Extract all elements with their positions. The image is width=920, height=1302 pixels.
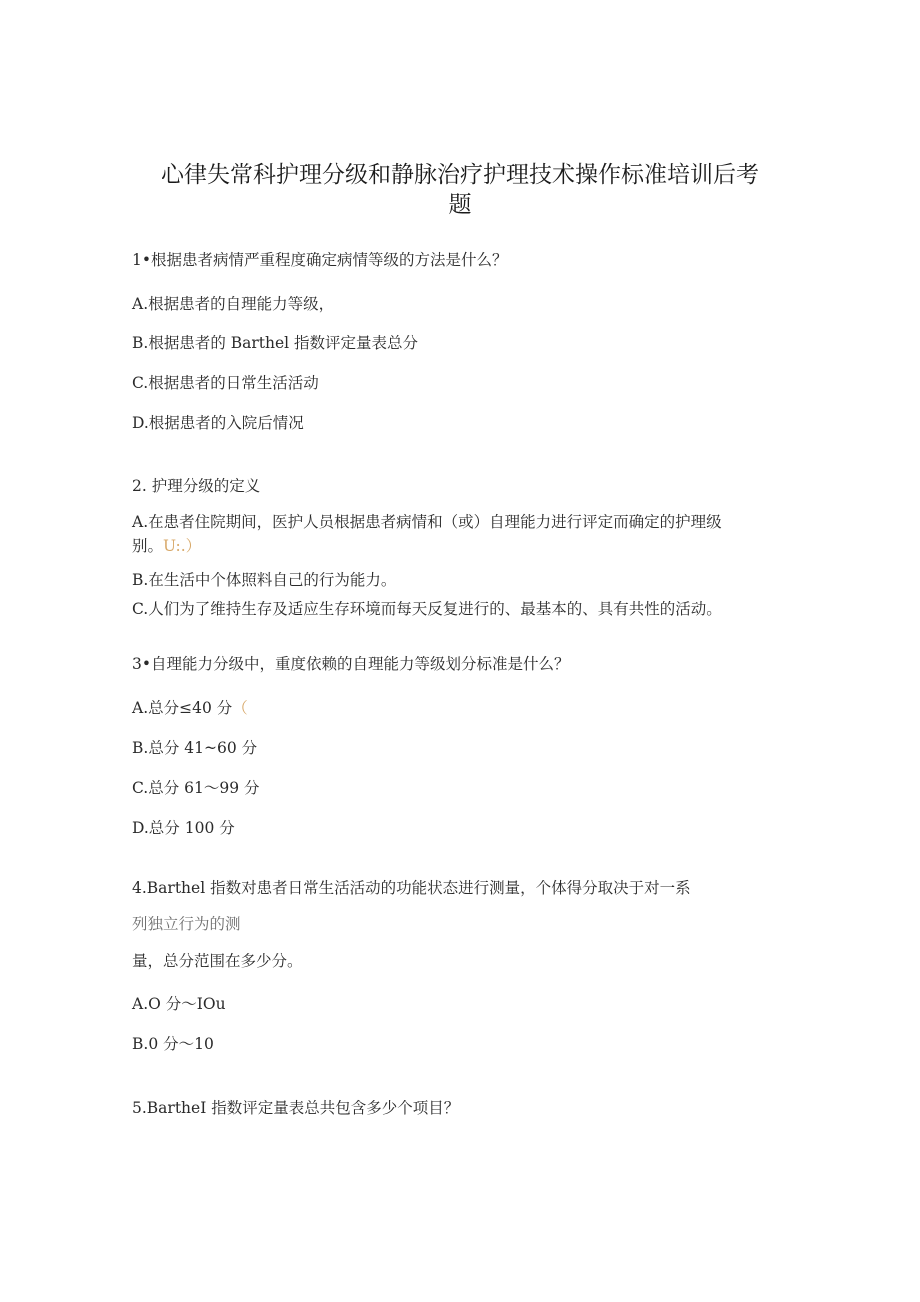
question-5: 5.BartheI 指数评定量表总共包含多少个项目？ [132, 1099, 460, 1117]
q3-option-a [132, 696, 248, 718]
question-1: 1•根据患者病情严重程度确定病情等级的方法是什么？ [132, 251, 508, 269]
q2-option-a-line1: A.在患者住院期间，医护人员根据患者病情和（或）自理能力进行评定而确定的护理级 [132, 513, 722, 531]
q3-option-a-mark: （ [232, 699, 248, 717]
q3-option-b: B.总分 41~60 分 [132, 739, 258, 757]
q1-option-c: C.根据患者的日常生活活动 [132, 374, 319, 392]
question-3: 3•自理能力分级中，重度依赖的自理能力等级划分标准是什么？ [132, 655, 570, 673]
document-title [130, 160, 790, 220]
question-4-line3: 量，总分范围在多少分。 [132, 952, 303, 970]
q2-option-a-mark: U:.） [163, 537, 202, 555]
title-line-2: 题 [448, 192, 472, 218]
title-line-1: 心律失常科护理分级和静脉治疗护理技术操作标准培训后考 [161, 162, 759, 188]
question-4-line1: 4.Barthel 指数对患者日常生活活动的功能状态进行测量，个体得分取决于对一系 [132, 879, 691, 897]
q1-option-b: B.根据患者的 Barthel 指数评定量表总分 [132, 334, 419, 352]
q3-option-a-text: A.总分≤40 分 [132, 699, 233, 717]
q2-option-a-line2 [132, 534, 201, 556]
q1-option-a: A.根据患者的自理能力等级， [132, 295, 335, 313]
q2-option-a-line2-text: 别。 [132, 537, 164, 555]
q1-option-d: D.根据患者的入院后情况 [132, 414, 304, 432]
question-4-line2: 列独立行为的测 [132, 915, 241, 933]
q2-option-b: B.在生活中个体照料自己的行为能力。 [132, 571, 397, 589]
question-2: 2. 护理分级的定义 [132, 477, 261, 495]
q3-option-d: D.总分 100 分 [132, 819, 235, 837]
q2-option-c: C.人们为了维持生存及适应生存环境而每天反复进行的、最基本的、具有共性的活动。 [132, 600, 722, 618]
q3-option-c: C.总分 61～99 分 [132, 779, 260, 797]
q4-option-b: B.0 分～10 [132, 1035, 214, 1053]
q4-option-a: A.O 分～IOu [132, 995, 226, 1013]
